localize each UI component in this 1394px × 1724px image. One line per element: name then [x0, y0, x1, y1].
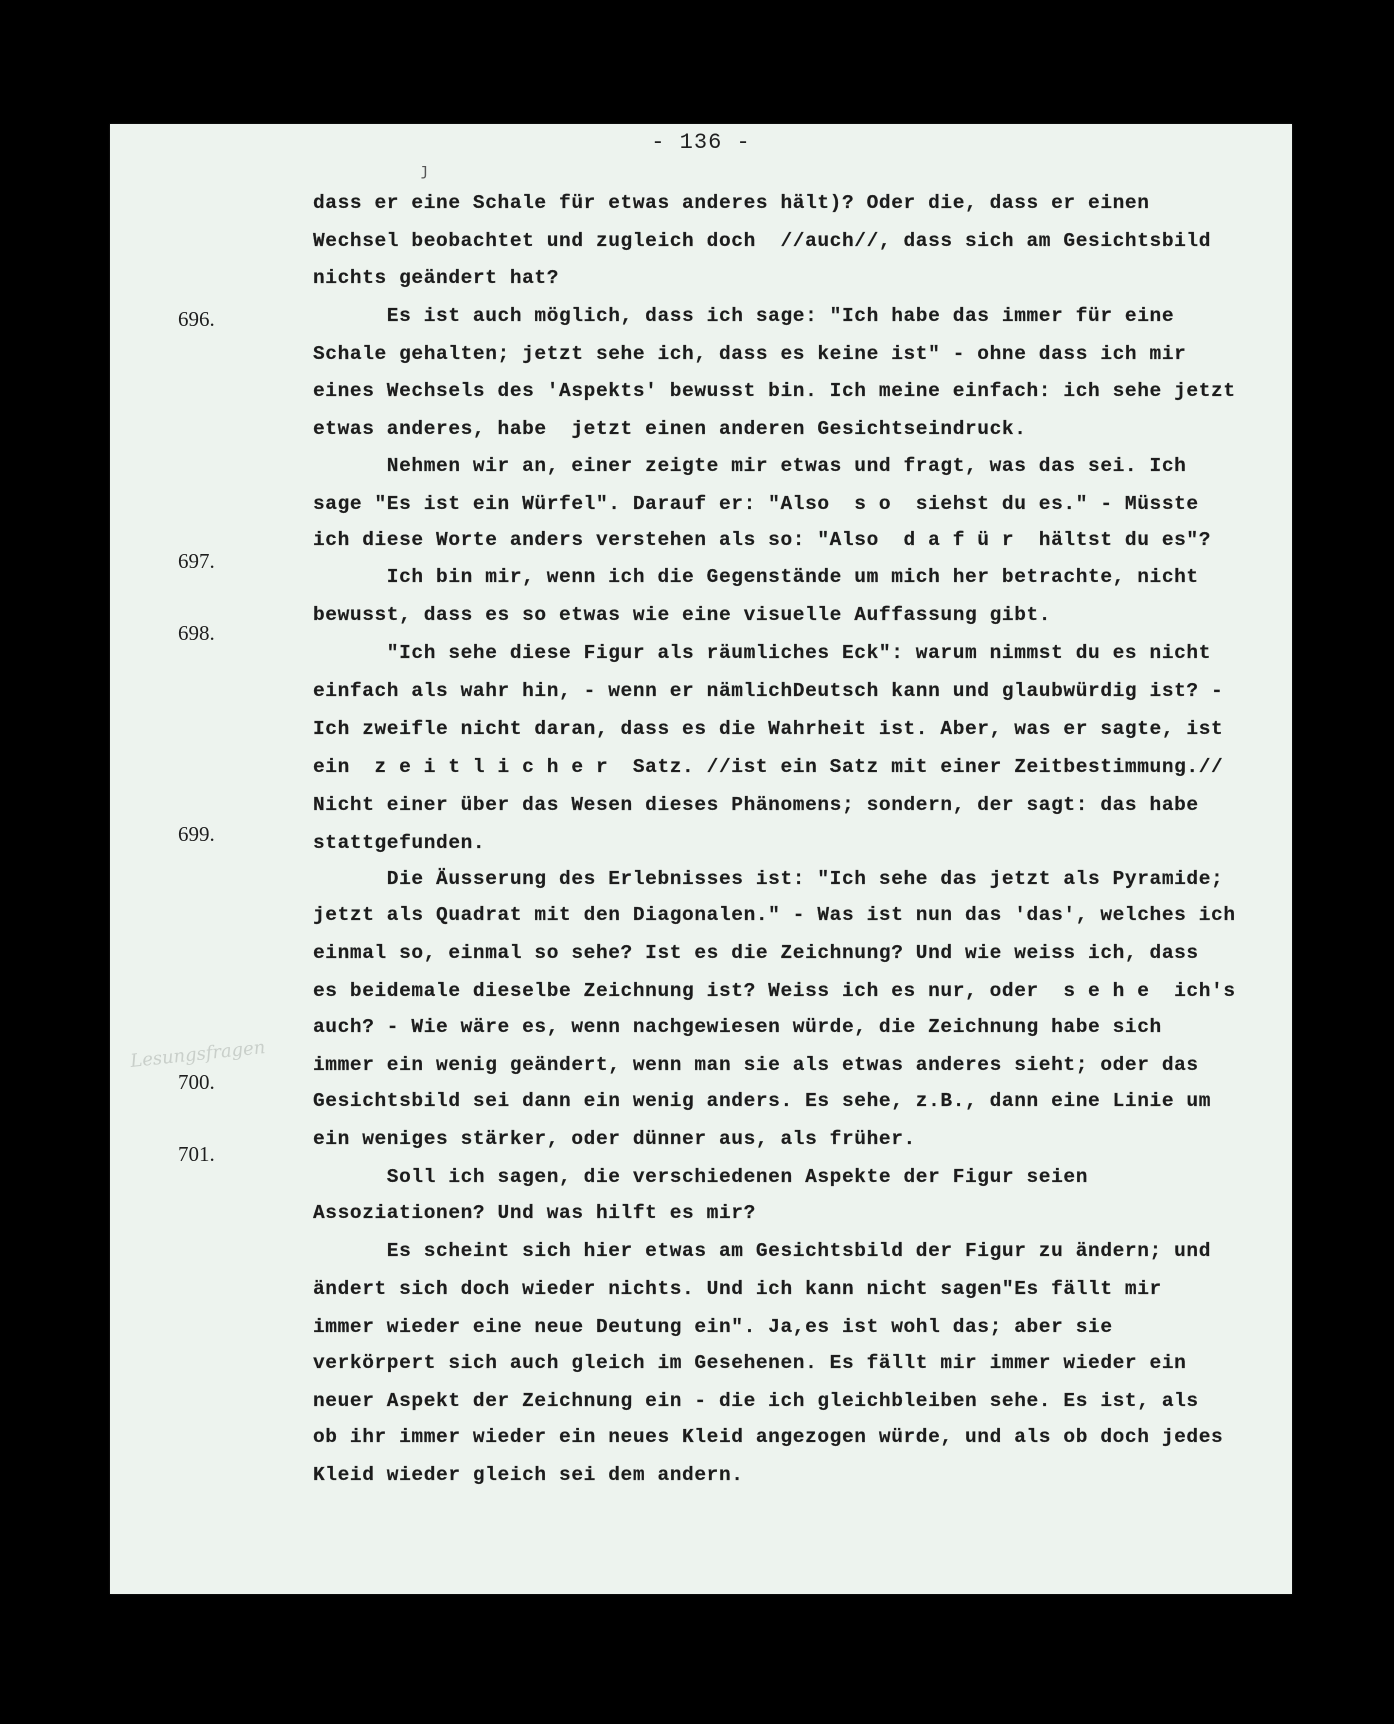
text-line: auch? - Wie wäre es, wenn nachgewiesen würde, die Zeichnung habe sich: [313, 1016, 1162, 1038]
text-line: bewusst, dass es so etwas wie eine visuelle Auffassung gibt.: [313, 604, 1052, 626]
text-line: stattgefunden.: [313, 832, 486, 854]
text-line: ich diese Worte anders verstehen als so: "Also d a f ü r hältst du es"?: [313, 529, 1212, 551]
typescript-page: [110, 124, 1292, 1594]
text-line: etwas anderes, habe jetzt einen anderen Gesichtseindruck.: [313, 418, 1027, 440]
ink-mark: ȷ: [420, 162, 430, 180]
section-number: 699.: [178, 822, 215, 846]
section-number: 701.: [178, 1142, 215, 1166]
text-line: verkörpert sich auch gleich im Gesehenen. Es fällt mir immer wieder ein: [313, 1352, 1187, 1374]
text-line: jetzt als Quadrat mit den Diagonalen." - Was ist nun das 'das', welches ich: [313, 904, 1236, 926]
text-line: Kleid wieder gleich sei dem andern.: [313, 1464, 744, 1486]
text-line: Nehmen wir an, einer zeigte mir etwas und fragt, was das sei. Ich: [313, 455, 1187, 477]
text-line: ob ihr immer wieder ein neues Kleid angezogen würde, und als ob doch jedes: [313, 1426, 1224, 1448]
text-line: "Ich sehe diese Figur als räumliches Eck": warum nimmst du es nicht: [313, 642, 1212, 664]
text-line: Es ist auch möglich, dass ich sage: "Ich habe das immer für eine: [313, 305, 1175, 327]
text-line: Es scheint sich hier etwas am Gesichtsbild der Figur zu ändern; und: [313, 1240, 1212, 1262]
text-line: Assoziationen? Und was hilft es mir?: [313, 1202, 756, 1224]
text-line: Die Äusserung des Erlebnisses ist: "Ich sehe das jetzt als Pyramide;: [313, 868, 1224, 890]
text-line: Ich bin mir, wenn ich die Gegenstände um mich her betrachte, nicht: [313, 566, 1199, 588]
text-line: ändert sich doch wieder nichts. Und ich kann nicht sagen"Es fällt mir: [313, 1278, 1162, 1300]
text-line: Wechsel beobachtet und zugleich doch //auch//, dass sich am Gesichtsbild: [313, 230, 1212, 252]
text-line: eines Wechsels des 'Aspekts' bewusst bin. Ich meine einfach: ich sehe jetzt: [313, 380, 1236, 402]
text-line: einmal so, einmal so sehe? Ist es die Zeichnung? Und wie weiss ich, dass: [313, 942, 1199, 964]
section-number: 698.: [178, 621, 215, 645]
text-line: immer wieder eine neue Deutung ein". Ja,es ist wohl das; aber sie: [313, 1316, 1113, 1338]
text-line: Gesichtsbild sei dann ein wenig anders. Es sehe, z.B., dann eine Linie um: [313, 1090, 1212, 1112]
text-line: dass er eine Schale für etwas anderes hält)? Oder die, dass er einen: [313, 192, 1150, 214]
text-line: Ich zweifle nicht daran, dass es die Wahrheit ist. Aber, was er sagte, ist: [313, 718, 1224, 740]
text-line: Schale gehalten; jetzt sehe ich, dass es keine ist" - ohne dass ich mir: [313, 343, 1187, 365]
section-number: 697.: [178, 549, 215, 573]
text-line: immer ein wenig geändert, wenn man sie als etwas anderes sieht; oder das: [313, 1054, 1199, 1076]
text-line: ein weniges stärker, oder dünner aus, als früher.: [313, 1128, 916, 1150]
page-number: - 136 -: [651, 130, 751, 155]
text-line: sage "Es ist ein Würfel". Darauf er: "Also s o siehst du es." - Müsste: [313, 493, 1199, 515]
section-number: 700.: [178, 1070, 215, 1094]
text-line: Soll ich sagen, die verschiedenen Aspekte der Figur seien: [313, 1166, 1089, 1188]
margin-note: Lesungsfragen: [129, 1036, 267, 1073]
text-line: Nicht einer über das Wesen dieses Phänomens; sondern, der sagt: das habe: [313, 794, 1199, 816]
text-line: neuer Aspekt der Zeichnung ein - die ich gleichbleiben sehe. Es ist, als: [313, 1390, 1199, 1412]
text-line: nichts geändert hat?: [313, 267, 560, 289]
text-line: ein z e i t l i c h e r Satz. //ist ein Satz mit einer Zeitbestimmung.//: [313, 756, 1224, 778]
section-number: 696.: [178, 307, 215, 331]
text-line: einfach als wahr hin, - wenn er nämlichDeutsch kann und glaubwürdig ist? -: [313, 680, 1224, 702]
text-line: es beidemale dieselbe Zeichnung ist? Weiss ich es nur, oder s e h e ich's: [313, 980, 1236, 1002]
